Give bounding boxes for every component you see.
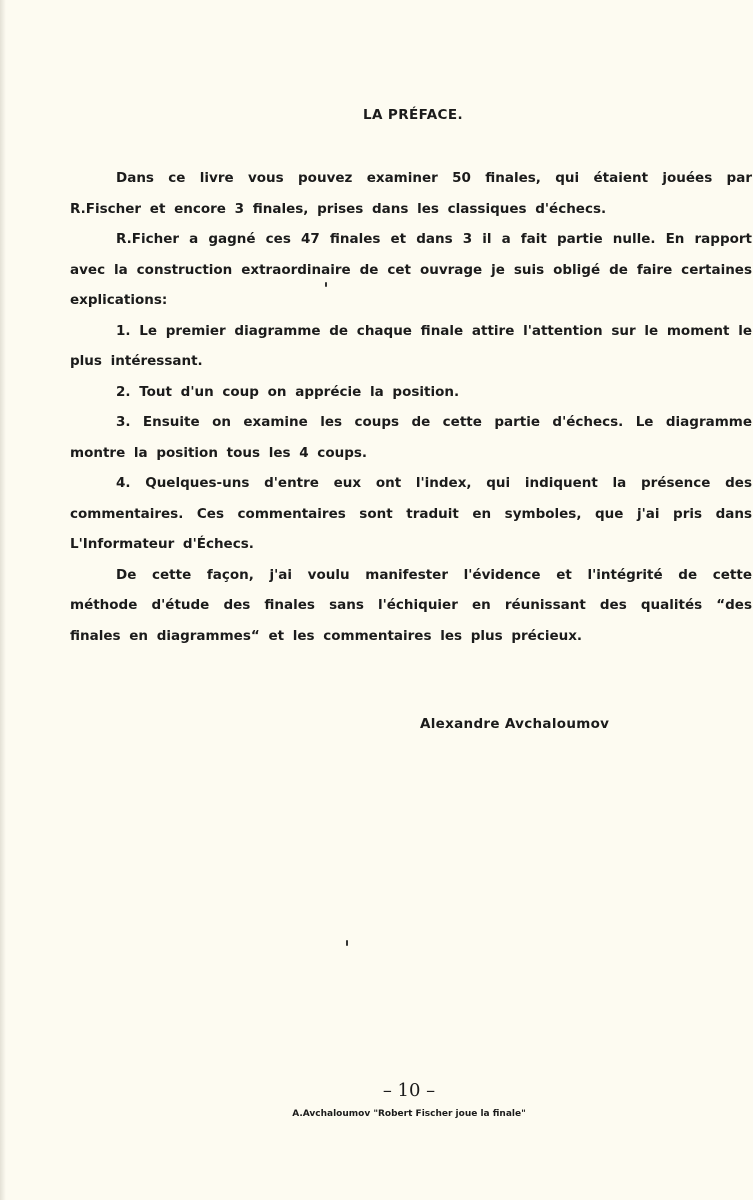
- page-number: – 10 –: [382, 1080, 436, 1101]
- ink-speck: [346, 940, 348, 946]
- paragraph-point-2: 2. Tout d'un coup on apprécie la position.: [116, 383, 460, 400]
- paragraph-point-4: 4. Quelques-uns d'entre eux ont l'index, qui indiquent la présence des commentaires. Ces commentaires sont traduit en symboles, que j'ai pris dans L'Informateur d'Échecs.: [70, 475, 752, 552]
- paragraph-intro: Dans ce livre vous pouvez examiner 50 finales, qui étaient jouées par R.Fischer et encore 3 finales, prises dans les classiques d'échecs.: [70, 170, 752, 217]
- page-edge: [0, 0, 6, 1200]
- paragraph-results: R.Ficher a gagné ces 47 finales et dans 3 il a fait partie nulle. En rapport avec la construction extraordinaire de cet ouvrage je suis obligé de faire certaines explications:: [70, 231, 752, 308]
- author-signature: Alexandre Avchaloumov: [420, 716, 610, 732]
- ink-speck: [325, 282, 327, 287]
- preface-body: [70, 163, 752, 651]
- running-footer: A.Avchaloumov "Robert Fischer joue la finale": [292, 1109, 526, 1119]
- page-title: LA PRÉFACE.: [362, 107, 464, 123]
- paragraph-point-1: 1. Le premier diagramme de chaque finale attire l'attention sur le moment le plus intéressant.: [70, 322, 752, 369]
- paragraph-point-3: 3. Ensuite on examine les coups de cette partie d'échecs. Le diagramme montre la position tous les 4 coups.: [70, 414, 752, 461]
- paragraph-conclusion: De cette façon, j'ai voulu manifester l'évidence et l'intégrité de cette méthode d'étude des finales sans l'échiquier en réunissant des qualités “des finales en diagrammes“ et les commentaires les plus précieux.: [70, 566, 752, 644]
